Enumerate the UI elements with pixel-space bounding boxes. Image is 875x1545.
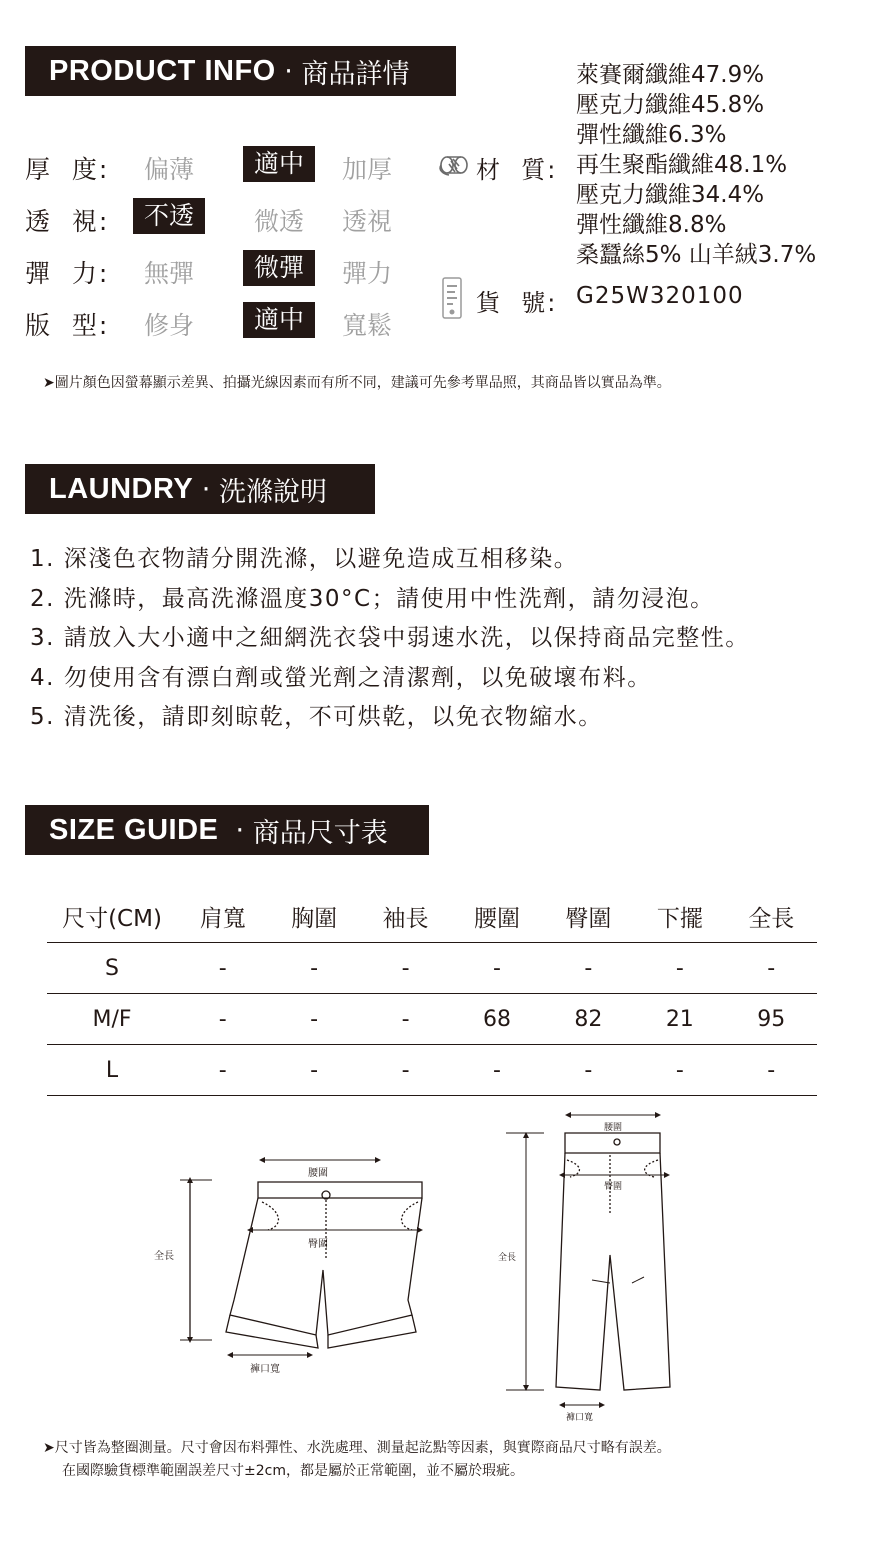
table-cell: - [634,1045,725,1096]
table-cell: - [268,1045,359,1096]
product-info-header [25,46,456,96]
table-cell: - [543,1045,634,1096]
material-line: 再生聚酯纖維48.1% [576,152,788,178]
column-header: 全長 [726,890,817,943]
table-cell: - [360,943,451,994]
material-composition [576,60,816,270]
table-cell: - [451,1045,542,1096]
attribute-row [25,302,425,342]
material-line: 萊賽爾纖維47.9% [576,62,765,88]
material-line: 桑蠶絲5% 山羊絨3.7% [576,242,817,268]
column-header: 肩寬 [177,890,268,943]
attribute-option: 無彈 [143,259,194,288]
column-header: 腰圍 [451,890,542,943]
table-cell: - [451,943,542,994]
attribute-option: 寬鬆 [341,311,392,340]
table-cell: - [726,943,817,994]
attribute-option-selected: 微彈 [243,250,315,286]
attribute-option-selected: 適中 [243,302,315,338]
list-item: 4. 勿使用含有漂白劑或螢光劑之清潔劑，以免破壞布料。 [30,664,652,691]
table-row [47,943,817,994]
table-row [47,994,817,1045]
header-zh: 洗滌說明 [218,476,327,508]
pants-measurement-diagram [492,1105,692,1425]
header-sep: · [193,473,219,505]
attribute-row [25,198,425,238]
column-header: 尺寸(CM) [47,890,177,943]
material-line: 壓克力纖維45.8% [576,92,765,118]
list-item: 5. 清洗後，請即刻晾乾，不可烘乾，以免衣物縮水。 [30,704,603,730]
table-header-row [47,890,817,943]
size-guide-header [25,805,429,855]
color-disclaimer: ➤圖片顏色因螢幕顯示差異、拍攝光線因素而有所不同，建議可先參考單品照，其商品皆以實品為準。 [43,375,671,391]
table-cell: 95 [726,994,817,1045]
sku-label: 貨 號: [476,289,558,317]
attribute-row [25,146,425,186]
header-en: SIZE GUIDE [49,813,219,846]
material-line: 彈性纖維8.8% [576,212,727,238]
header-zh: 商品詳情 [301,58,410,90]
table-cell: M/F [47,994,177,1045]
attribute-label: 彈 力: [25,259,110,288]
size-note: ➤尺寸皆為整圈測量。尺寸會因布料彈性、水洗處理、測量起訖點等因素，與實際商品尺寸略有誤差。 [43,1440,671,1456]
length-label: 全長 [498,1253,517,1263]
header-sep: · [218,814,253,846]
attribute-option-selected: 不透 [133,198,205,234]
table-cell: 68 [451,994,542,1045]
table-cell: - [268,943,359,994]
list-item: 1. 深淺色衣物請分開洗滌，以避免造成互相移染。 [30,546,579,572]
attribute-option: 微透 [253,207,304,236]
table-cell: - [543,943,634,994]
attribute-label: 厚 度: [25,155,110,184]
table-cell: - [726,1045,817,1096]
shorts-measurement-diagram [150,1150,430,1380]
attribute-option-selected: 適中 [243,146,315,182]
table-cell: 82 [543,994,634,1045]
material-line: 壓克力纖維34.4% [576,182,765,208]
header-en: PRODUCT INFO [49,54,276,87]
size-note: 在國際驗貨標準範圍誤差尺寸±2cm，都是屬於正常範圍，並不屬於瑕疵。 [62,1463,524,1479]
attribute-option: 加厚 [341,155,392,184]
table-cell: - [177,1045,268,1096]
column-header: 臀圍 [543,890,634,943]
material-line: 彈性纖維6.3% [576,122,727,148]
laundry-header [25,464,375,514]
list-item: 3. 請放入大小適中之細網洗衣袋中弱速水洗，以保持商品完整性。 [30,625,750,651]
table-cell: S [47,943,177,994]
table-cell: L [47,1045,177,1096]
size-table [47,890,817,1096]
thread-spool-icon [437,152,471,178]
hip-label: 臀圍 [308,1239,328,1250]
column-header: 袖長 [360,890,451,943]
attribute-label: 版 型: [25,311,110,340]
table-cell: - [360,1045,451,1096]
table-row [47,1045,817,1096]
attribute-row [25,250,425,290]
header-en: LAUNDRY [49,472,194,505]
waist-label: 腰圍 [604,1123,623,1133]
attribute-option: 偏薄 [143,155,194,184]
laundry-instructions [30,540,750,738]
attribute-option: 彈力 [341,259,392,288]
table-cell: - [177,943,268,994]
table-cell: 21 [634,994,725,1045]
table-cell: - [360,994,451,1045]
table-cell: - [268,994,359,1045]
price-tag-icon [440,276,464,320]
material-label: 材 質: [476,156,558,184]
sku-value: G25W320100 [576,283,744,309]
table-cell: - [177,994,268,1045]
header-sep: · [275,55,302,87]
waist-label: 腰圍 [308,1168,328,1179]
column-header: 胸圍 [268,890,359,943]
attribute-option: 透視 [341,207,392,236]
length-label: 全長 [154,1251,174,1262]
attribute-option: 修身 [143,311,194,340]
list-item: 2. 洗滌時，最高洗滌溫度30°C；請使用中性洗劑，請勿浸泡。 [30,585,715,612]
header-zh: 商品尺寸表 [252,817,388,849]
hip-label: 臀圍 [604,1182,623,1192]
hem-label: 褲口寬 [566,1413,594,1423]
hem-label: 褲口寬 [250,1364,280,1375]
table-cell: - [634,943,725,994]
column-header: 下擺 [634,890,725,943]
attribute-label: 透 視: [25,207,110,236]
